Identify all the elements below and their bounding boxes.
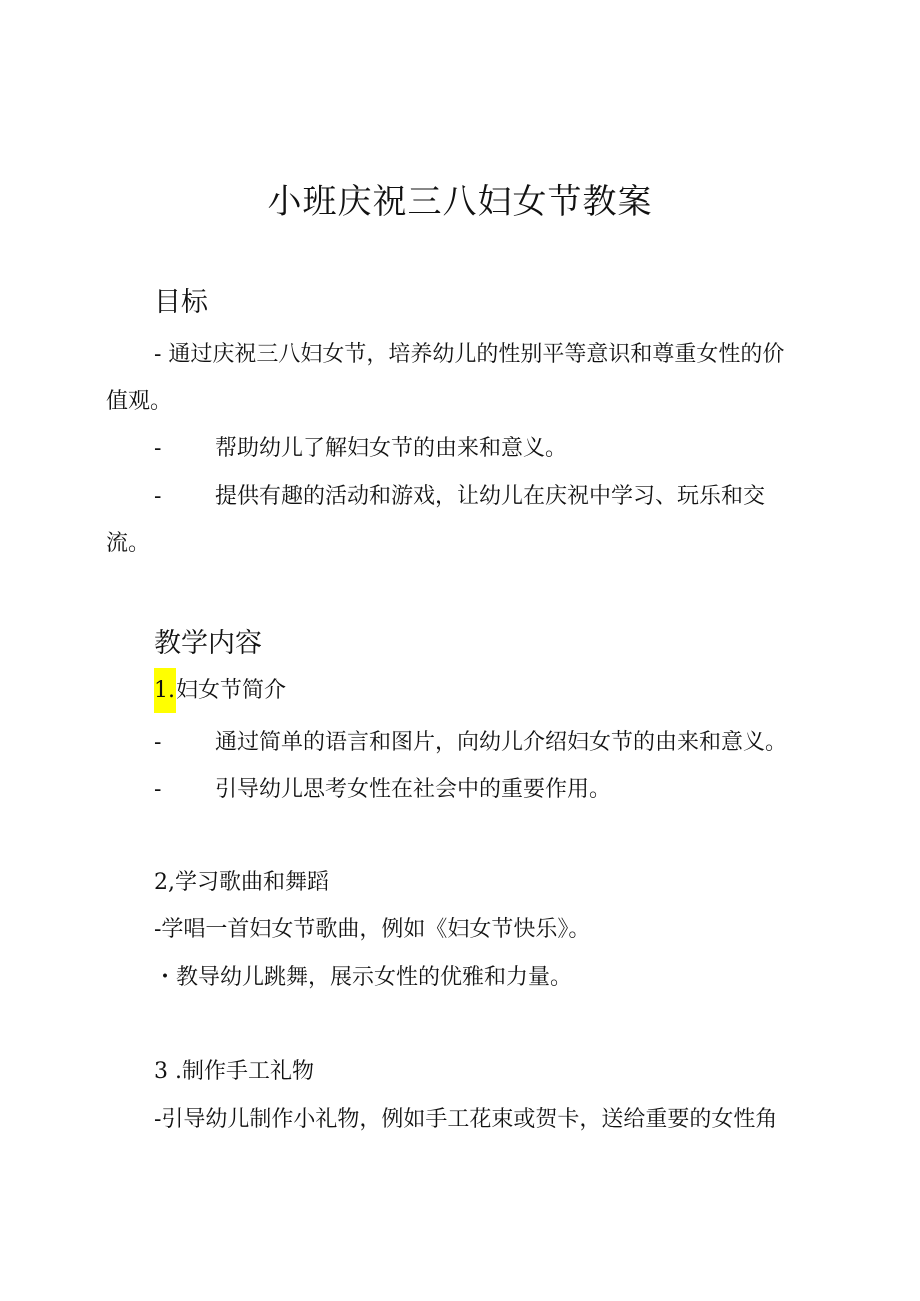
goal-item-3-text: 提供有趣的活动和游戏，让幼儿在庆祝中学习、玩乐和交: [215, 484, 766, 509]
goal-item-1-line-2: 值观。: [106, 389, 173, 414]
subsection-1-item-2-text: 引导幼儿思考女性在社会中的重要作用。: [215, 777, 612, 802]
subsection-2-item-1: -学唱一首妇女节歌曲，例如《妇女节快乐》。: [154, 917, 591, 942]
goal-item-1-line-1: - 通过庆祝三八妇女节，培养幼儿的性别平等意识和尊重女性的价: [154, 342, 785, 367]
subsection-3-item-1: -引导幼儿制作小礼物，例如手工花束或贺卡，送给重要的女性角: [154, 1107, 778, 1132]
subsection-3-title: 3 .制作手工礼物: [154, 1059, 314, 1084]
subsection-1-item-2-dash: -: [154, 777, 162, 802]
section-heading-content: 教学内容: [154, 628, 262, 659]
goal-item-3-line-2: 流。: [106, 531, 151, 556]
subsection-1-item-1-dash: -: [154, 730, 162, 755]
section-heading-goals: 目标: [154, 287, 208, 318]
subsection-1-number-highlight: 1.: [154, 668, 176, 713]
subsection-1-title: [154, 674, 286, 708]
subsection-1-item-1-text: 通过简单的语言和图片，向幼儿介绍妇女节的由来和意义。: [215, 730, 788, 755]
subsection-2-item-2: ・教导幼儿跳舞，展示女性的优雅和力量。: [154, 965, 573, 990]
goal-item-2-text: 帮助幼儿了解妇女节的由来和意义。: [215, 436, 568, 461]
subsection-2-title: 2,学习歌曲和舞蹈: [154, 870, 329, 895]
subsection-1-title-text: 妇女节简介: [176, 678, 287, 703]
goal-item-2-dash: -: [154, 436, 162, 461]
page-title: 小班庆祝三八妇女节教案: [267, 182, 653, 222]
goal-item-3-dash: -: [154, 484, 162, 509]
